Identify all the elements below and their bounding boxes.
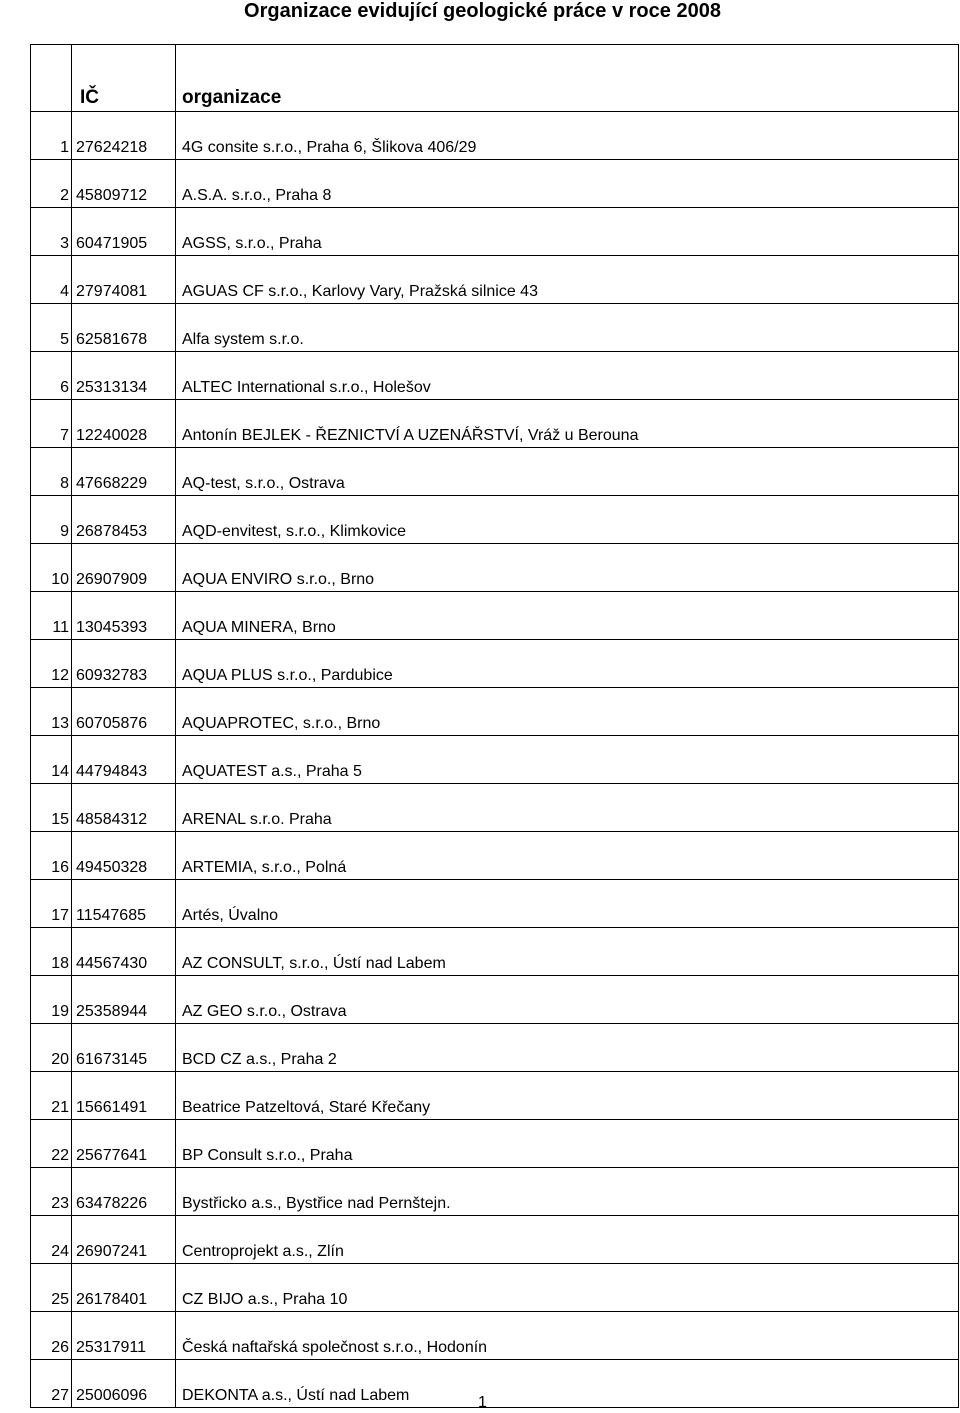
row-ic: 26178401 xyxy=(72,1264,176,1312)
row-organization: Centroprojekt a.s., Zlín xyxy=(176,1216,959,1264)
row-number: 14 xyxy=(31,736,72,784)
row-number: 23 xyxy=(31,1168,72,1216)
row-ic: 25317911 xyxy=(72,1312,176,1360)
table-row xyxy=(31,112,959,160)
row-organization: BCD CZ a.s., Praha 2 xyxy=(176,1024,959,1072)
row-ic: 13045393 xyxy=(72,592,176,640)
row-number: 19 xyxy=(31,976,72,1024)
row-number: 20 xyxy=(31,1024,72,1072)
table-row xyxy=(31,496,959,544)
row-ic: 60705876 xyxy=(72,688,176,736)
row-ic: 27624218 xyxy=(72,112,176,160)
row-organization: ARTEMIA, s.r.o., Polná xyxy=(176,832,959,880)
row-number: 13 xyxy=(31,688,72,736)
table-row xyxy=(31,304,959,352)
table-row xyxy=(31,160,959,208)
row-ic: 44567430 xyxy=(72,928,176,976)
row-number: 17 xyxy=(31,880,72,928)
table-row xyxy=(31,1216,959,1264)
row-organization: DEKONTA a.s., Ústí nad Labem xyxy=(176,1360,959,1408)
row-ic: 62581678 xyxy=(72,304,176,352)
row-ic: 45809712 xyxy=(72,160,176,208)
row-number: 21 xyxy=(31,1072,72,1120)
row-number: 24 xyxy=(31,1216,72,1264)
table-row xyxy=(31,1072,959,1120)
row-organization: AQD-envitest, s.r.o., Klimkovice xyxy=(176,496,959,544)
table-row xyxy=(31,1024,959,1072)
row-number: 22 xyxy=(31,1120,72,1168)
row-number: 27 xyxy=(31,1360,72,1408)
table-body xyxy=(31,112,959,1408)
row-ic: 48584312 xyxy=(72,784,176,832)
row-number: 9 xyxy=(31,496,72,544)
table-row xyxy=(31,784,959,832)
row-organization: Artés, Úvalno xyxy=(176,880,959,928)
row-number: 7 xyxy=(31,400,72,448)
row-ic: 60471905 xyxy=(72,208,176,256)
row-organization: AGSS, s.r.o., Praha xyxy=(176,208,959,256)
table-row xyxy=(31,736,959,784)
table-row xyxy=(31,448,959,496)
row-organization: Bystřicko a.s., Bystřice nad Pernštejn. xyxy=(176,1168,959,1216)
row-ic: 61673145 xyxy=(72,1024,176,1072)
row-organization: AQUATEST a.s., Praha 5 xyxy=(176,736,959,784)
table-row xyxy=(31,544,959,592)
row-organization: AQUA PLUS s.r.o., Pardubice xyxy=(176,640,959,688)
row-ic: 15661491 xyxy=(72,1072,176,1120)
row-number: 16 xyxy=(31,832,72,880)
row-number: 10 xyxy=(31,544,72,592)
row-organization: Antonín BEJLEK - ŘEZNICTVÍ A UZENÁŘSTVÍ, Vráž u Berouna xyxy=(176,400,959,448)
row-number: 3 xyxy=(31,208,72,256)
row-ic: 25006096 xyxy=(72,1360,176,1408)
table-row xyxy=(31,256,959,304)
row-organization: ARENAL s.r.o. Praha xyxy=(176,784,959,832)
page-title: Organizace evidující geologické práce v roce 2008 xyxy=(244,0,721,22)
row-number: 6 xyxy=(31,352,72,400)
row-ic: 63478226 xyxy=(72,1168,176,1216)
table-row xyxy=(31,880,959,928)
row-number: 5 xyxy=(31,304,72,352)
row-ic: 44794843 xyxy=(72,736,176,784)
row-ic: 11547685 xyxy=(72,880,176,928)
row-ic: 25358944 xyxy=(72,976,176,1024)
row-organization: AZ GEO s.r.o., Ostrava xyxy=(176,976,959,1024)
row-organization: CZ BIJO a.s., Praha 10 xyxy=(176,1264,959,1312)
row-ic: 26878453 xyxy=(72,496,176,544)
row-organization: Česká naftařská společnost s.r.o., Hodonín xyxy=(176,1312,959,1360)
table-row xyxy=(31,592,959,640)
row-number: 25 xyxy=(31,1264,72,1312)
table-row xyxy=(31,1312,959,1360)
row-ic: 60932783 xyxy=(72,640,176,688)
row-organization: Beatrice Patzeltová, Staré Křečany xyxy=(176,1072,959,1120)
row-number: 1 xyxy=(31,112,72,160)
page-number: 1 xyxy=(478,1394,487,1411)
table-row xyxy=(31,1168,959,1216)
row-organization: Alfa system s.r.o. xyxy=(176,304,959,352)
row-ic: 26907241 xyxy=(72,1216,176,1264)
row-ic: 49450328 xyxy=(72,832,176,880)
row-ic: 12240028 xyxy=(72,400,176,448)
row-organization: AQUAPROTEC, s.r.o., Brno xyxy=(176,688,959,736)
header-ic: IČ xyxy=(72,45,176,112)
table-row xyxy=(31,1264,959,1312)
header-number xyxy=(31,45,72,112)
row-organization: AGUAS CF s.r.o., Karlovy Vary, Pražská silnice 43 xyxy=(176,256,959,304)
row-organization: 4G consite s.r.o., Praha 6, Šlikova 406/29 xyxy=(176,112,959,160)
row-organization: AQUA ENVIRO s.r.o., Brno xyxy=(176,544,959,592)
table-row xyxy=(31,1120,959,1168)
row-organization: AZ CONSULT, s.r.o., Ústí nad Labem xyxy=(176,928,959,976)
row-ic: 26907909 xyxy=(72,544,176,592)
table-row xyxy=(31,208,959,256)
row-number: 2 xyxy=(31,160,72,208)
row-number: 12 xyxy=(31,640,72,688)
row-organization: AQ-test, s.r.o., Ostrava xyxy=(176,448,959,496)
table-row xyxy=(31,352,959,400)
row-organization: A.S.A. s.r.o., Praha 8 xyxy=(176,160,959,208)
table-row xyxy=(31,976,959,1024)
table-row xyxy=(31,832,959,880)
organizations-table xyxy=(30,44,959,1408)
row-ic: 27974081 xyxy=(72,256,176,304)
row-number: 18 xyxy=(31,928,72,976)
header-organization: organizace xyxy=(176,45,959,112)
row-organization: ALTEC International s.r.o., Holešov xyxy=(176,352,959,400)
row-number: 26 xyxy=(31,1312,72,1360)
row-organization: BP Consult s.r.o., Praha xyxy=(176,1120,959,1168)
table-row xyxy=(31,400,959,448)
row-ic: 25677641 xyxy=(72,1120,176,1168)
row-number: 8 xyxy=(31,448,72,496)
row-ic: 25313134 xyxy=(72,352,176,400)
table-row xyxy=(31,928,959,976)
table-row xyxy=(31,688,959,736)
row-number: 4 xyxy=(31,256,72,304)
row-organization: AQUA MINERA, Brno xyxy=(176,592,959,640)
table-row xyxy=(31,640,959,688)
row-number: 11 xyxy=(31,592,72,640)
row-ic: 47668229 xyxy=(72,448,176,496)
row-number: 15 xyxy=(31,784,72,832)
table-header-row xyxy=(31,45,959,112)
